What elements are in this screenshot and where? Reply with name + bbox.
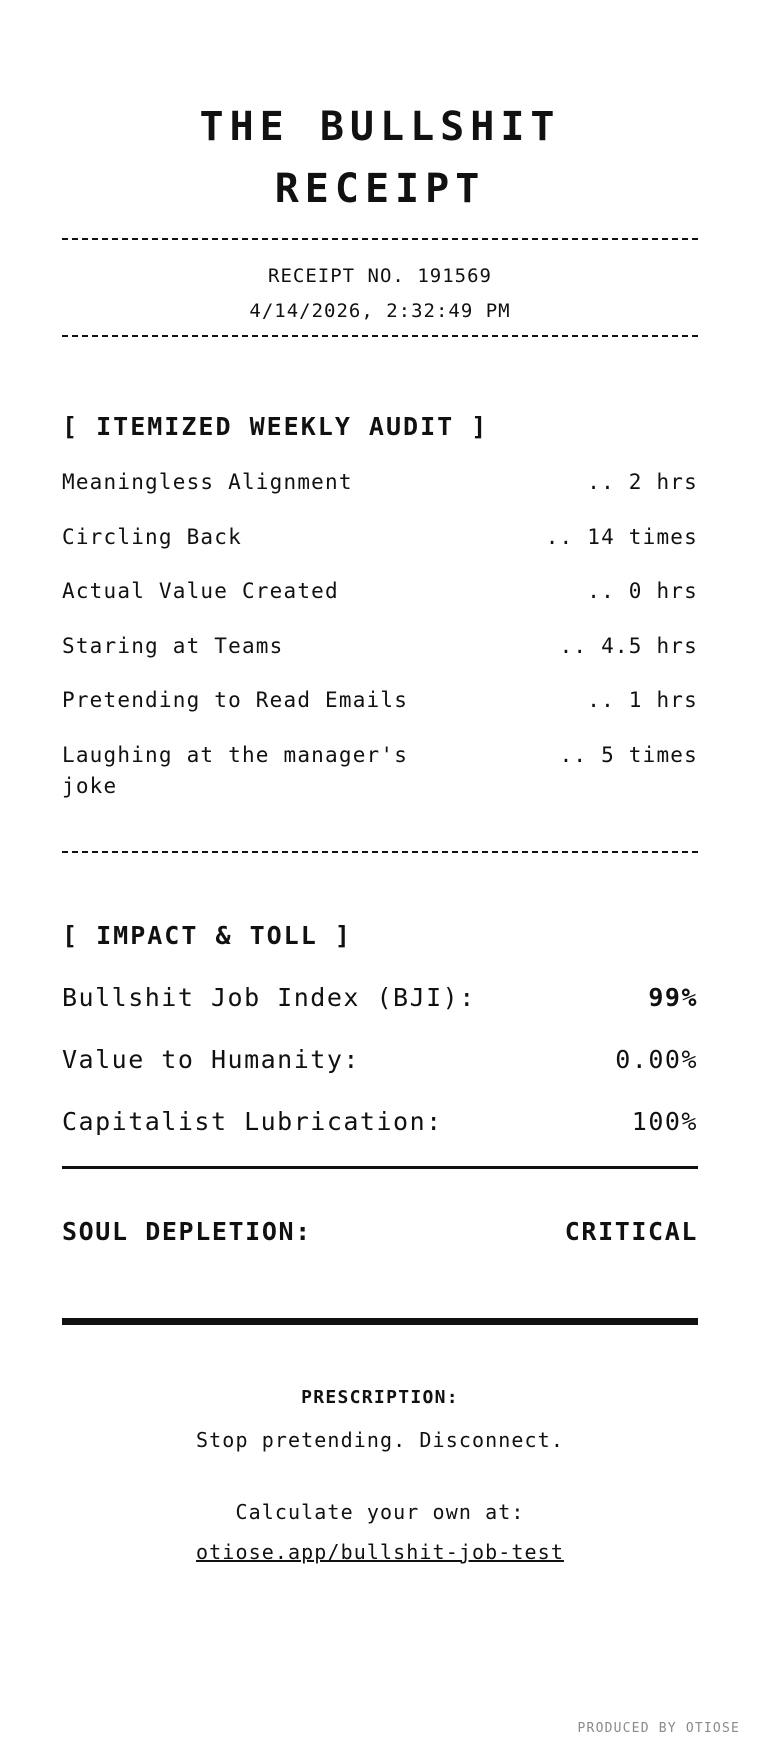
receipt-title (62, 0, 698, 220)
produced-by-label: PRODUCED BY OTIOSE (577, 1721, 740, 1736)
impact-value: 100% (631, 1106, 698, 1136)
receipt-number: RECEIPT NO. 191569 (268, 265, 492, 287)
table-row (62, 522, 698, 554)
impact-row-capitalist-lubrication (62, 1104, 698, 1139)
impact-value: 99% (648, 982, 698, 1012)
table-row (62, 576, 698, 608)
divider-dashed-items (62, 851, 698, 853)
impact-heading: [ IMPACT & TOLL ] (62, 920, 352, 950)
title-line-2: RECEIPT (274, 166, 486, 212)
item-value: .. 0 hrs (587, 579, 698, 604)
calculate-label: Calculate your own at: (235, 1499, 525, 1524)
table-row (62, 685, 698, 717)
impact-label: Bullshit Job Index (BJI): (62, 982, 476, 1012)
prescription-text: Stop pretending. Disconnect. (196, 1427, 564, 1452)
soul-depletion-row (62, 1217, 698, 1246)
audit-heading: [ ITEMIZED WEEKLY AUDIT ] (62, 412, 489, 442)
receipt-meta (62, 241, 698, 335)
item-value: .. 5 times (559, 742, 698, 767)
item-label: Actual Value Created (62, 579, 339, 604)
receipt-footer (62, 1387, 698, 1564)
item-label: Meaningless Alignment (62, 470, 353, 495)
divider-solid-thick (62, 1318, 698, 1325)
table-row (62, 631, 698, 663)
calculate-link[interactable]: otiose.app/bullshit-job-test (196, 1539, 564, 1564)
item-value: .. 14 times (545, 524, 698, 549)
soul-depletion-label: SOUL DEPLETION: (62, 1216, 312, 1246)
item-label: Pretending to Read Emails (62, 688, 409, 713)
status-badge: CRITICAL (564, 1216, 698, 1246)
item-label: Circling Back (62, 524, 242, 549)
item-label: Laughing at the manager's joke (62, 742, 409, 799)
table-row (62, 467, 698, 499)
divider-dashed-meta (62, 335, 698, 338)
divider-solid-thin (62, 1166, 698, 1169)
item-value: .. 2 hrs (587, 470, 698, 495)
item-label: Staring at Teams (62, 633, 284, 658)
impact-label: Value to Humanity: (62, 1044, 360, 1074)
item-value: .. 1 hrs (587, 688, 698, 713)
audit-items (62, 467, 698, 803)
impact-value: 0.00% (615, 1044, 698, 1074)
item-value: .. 4.5 hrs (559, 633, 698, 658)
receipt-timestamp: 4/14/2026, 2:32:49 PM (249, 300, 511, 323)
table-row (62, 740, 698, 803)
impact-row-value-humanity (62, 1042, 698, 1077)
impact-label: Capitalist Lubrication: (62, 1106, 443, 1136)
impact-row-bji (62, 980, 698, 1015)
title-line-1: THE BULLSHIT (199, 104, 561, 150)
prescription-label: PRESCRIPTION: (301, 1386, 459, 1408)
